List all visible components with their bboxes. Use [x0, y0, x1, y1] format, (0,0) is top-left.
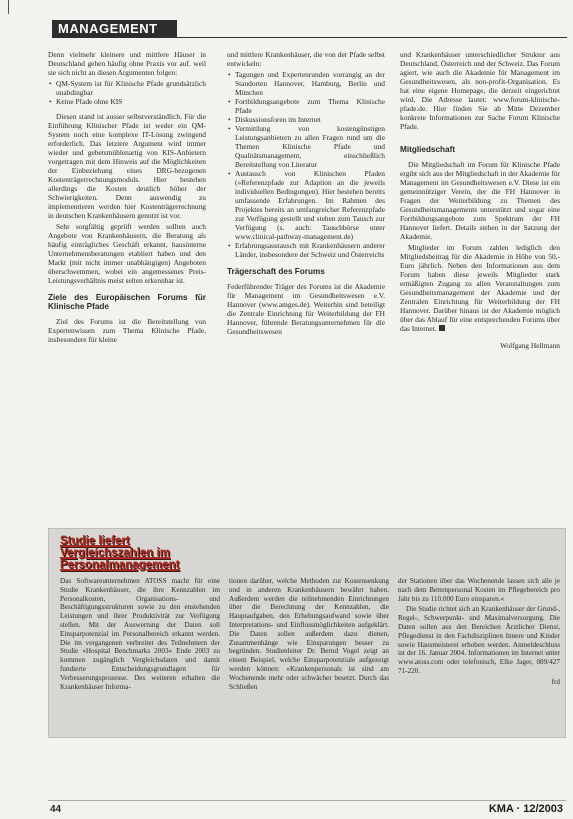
- list-item: • Diskussionsforen im Internet: [235, 115, 385, 124]
- list-item: • Tagungen und Expertenrunden vorrangig an der Standorten Hannover, Hamburg, Berlin und München: [235, 70, 385, 97]
- paragraph: Diesen stand ist ausser selbstverständlich. Für die Einführung Klinischer Pfade ist weder ein QM-System noch eine komplexe IT-Lösung zwingend erforderlich. Das letztere Argument wird immer wieder und gebetsmühlenartig von KIS-Anbietern vorgetragen mit dem Hinweis auf die Möglichkeiten der Einbeziehung eines DRG-bezogenen Kostenträgerrechnungsmoduls. Hier bestehen allerdings die Kosten deutlich höher der Schwierigkeiten. Denn auswendig zu implementieren werden hier Kostenträgerrechnung in deutschen Krankenhäusern genutzt ist vor.: [48, 112, 206, 220]
- box-column-2: [229, 577, 389, 735]
- paragraph: der Stationen über das Wochenende lassen sich alle je nach dem Bettenpersonal Kosten im Pflegebereich pro Jahr bis zu 110.000 Euro einsparen.«: [398, 577, 560, 603]
- box-column-3: [398, 577, 560, 735]
- author-signature: Wolfgang Hellmann: [500, 341, 560, 350]
- paragraph: Die Mitgliedschaft im Forum für Klinische Pfade ergibt sich aus der Mitgliedschaft in der Akademie für Management im Gesundheitswesen e.V. Diese ist ein gemeinnütziger Verein, der die FH Hannover in Fragen der Weiterbildung zu Themen des Gesundheitsmanagements unterstützt und sogar eine Fortbildungsangebote zum Spektrum der FH Hannover liefert. Details stehen in der Satzung der Akademie.: [400, 160, 560, 241]
- article-column-1: [48, 50, 206, 480]
- paragraph: Federführender Träger des Forums ist die Akademie für Management im Gesundheitswesen e.V. Hannover (www.amges.de). Weiterhin sind beteiligt die Zentrale Einrichtung für Weiterbildung der FH Hannover, führende Beratungsunternehmen für die Gesundheitswesen: [227, 282, 385, 336]
- subheading: Mitgliedschaft: [400, 145, 456, 154]
- article-column-3: [400, 50, 560, 490]
- subheading: Ziele des Europäischen Forums für Klinische Pfade: [48, 293, 206, 311]
- page-number: 44: [50, 804, 62, 815]
- paragraph: [400, 243, 560, 333]
- paragraph: Das Softwareunternehmen ATOSS macht für eine Studie Krankenhäuser, die ihre Kennzahlen im Personalkosten, Organisations- und Beschäftigungsstrukturen sowie zu den enstehenden Leistungen und ihrer Produktivität zur Verfügung stellen. Mit der Auswertung der Daten soll Einsparpotenzial im Personalbereich erkannt werden. Die im vergangenen verbreitet des Teilnehmern der Studie »Hospital Benchmarks 2003« Ende 2003 zu kommen zugänglich Vergleichsdaten und damit fundierte Entscheidungsgrundlagen für Verbesserungsprozesse. Des weiteren erhalten die Krankenhäuser Informa-: [60, 577, 220, 691]
- paragraph: Die Studie richtet sich an Krankenhäuser der Grund-, Regel-, Schwerpunkt- und Maximalversorgung. Die Daten sollen aus den Bereichen Ärztlicher Dienst, Pflegedienst in den Fachdisziplinen Innere und Kinder sowie Hausmeisterei erhoben werden. Anmeldeschluss ist der 16. Januar 2004. Informationen im Internet unter www.atoss.com oder telefonisch, Elke Jager, 089/427 71-220.: [398, 605, 560, 675]
- paragraph: Denn vielmehr kleinere und mittlere Häuser in Deutschland gehen häufig ohne Praxis vor auf. weil sie sich nicht an diesen Argumenten folgen:: [48, 50, 206, 77]
- journal-name: KMA · 12/2003: [488, 803, 563, 815]
- footer-rule: [48, 800, 566, 801]
- list-item: • QM-System ist für Klinische Pfade grundsätzlich unabdingbar: [56, 79, 206, 97]
- end-mark-icon: [439, 325, 445, 331]
- header-rule: [177, 37, 567, 38]
- list-item: • Keine Pfade ohne KIS: [56, 97, 206, 106]
- subheading: Trägerschaft des Forums: [227, 267, 325, 276]
- paragraph: und Krankenhäuser unterschiedlicher Struktur aus Deutschland, Österreich und der Schweiz. Das Forum agiert, wie auch die Akademie für Management im Gesundheitswesen, als non-profit-Organisation. Es hat eine eigene Homepage, die derzeit eingerichtet wird. Die Adresse lautet: www.forum-klinische-pfade.de. Hier finden Sie ab Mitte Dezember konkrete Informationen zur Sache Forum Klinische Pfade.: [400, 50, 560, 131]
- info-box-title: [60, 535, 260, 571]
- paragraph: tionen darüber, welche Methoden zur Kostensenkung und in anderen Krankenhäusern bewährt haben. Außerdem werden die teilnehmenden Einrichtungen über die Berechnung der Kennzahlen, die Hauptaufgaben, den Erhebungsaufwand sowie über Interpretations- und Einflussmöglichkeiten aufgeklärt. Die Daten sollen außerdem dazu dienen, Zusammenhänge wie Einsparungen besser zu begründen. Studienleiter Dr. Bernd Vogel zeigt an einem Beispiel, welche Einsparpotenziale aufgezeigt werden können: »Krankenpersonals ist sind am Wochenende mehr oder schwächer besetzt. Durch das Schließen: [229, 577, 389, 691]
- title-line: Vergleichszahlen im: [60, 547, 170, 559]
- article-column-2: [227, 50, 385, 480]
- box-column-1: [60, 577, 220, 735]
- paragraph: Ziel des Forums ist die Bereitstellung von Expertenwissen zum Thema Klinische Pfade, insbesondere für kleine: [48, 317, 206, 344]
- list-item: • Erfahrungsaustausch mit Krankenhäusern anderer Länder, insbesondere der Schweiz und Österreichs: [235, 241, 385, 259]
- box-signature: frd: [551, 677, 560, 686]
- list-item: • Austausch von Klinischen Pfaden (»Referenzpfade zur Adaption an die jeweils individuellen Bedingungen). Hier bestehen bereits umfassende Erfahrungen. Im Rahmen des Projektes bereits an umfangreicher Referenzpfade zur Verfügung gestellt und stehen zum Tausch zur Verfügung (s. auch: Tauschbörse unter www.clinical-pathway-management.de): [235, 169, 385, 241]
- bullet-list: [227, 70, 385, 259]
- bullet-list: [48, 79, 206, 106]
- list-item: • Vermittlung von kostengünstigen Leistungsanbietern zu allen Fragen rund um die Themen Klinische Pfade und Qualitätsmanagement, einschließlich Bereitstellung von Literatur: [235, 124, 385, 169]
- section-header: MANAGEMENT: [52, 20, 177, 38]
- paragraph: Sehr sorgfältig geprüft werden sollten auch Angebote von Krankenhäusern, die Beratung als häufig einträgliches Geschäft erkannt, hausinterne Unternehmensberatungen etabliert haben und den Markt (mit nicht immer unabhängigen) Angeboten überschwemmen, wobei ein angemessenes Preis-Leistungsverhältnis meist selten erkennbar ist.: [48, 222, 206, 285]
- paragraph-text: Mitglieder im Forum zahlen lediglich den Mitgliedsbeitrag für die Akademie in Höhe von 50,- Euro jährlich. Neben den Informationen aus dem Forum haben diese jeweils Mitglieder stark ermäßigten Zugang zu allen Veranstaltungen zum Gesundheitsmanagement der Akademie und der Zentralen Einrichtung für Weiterbildung der FH Hannover. Darüber hinaus ist der Akademie möglich über das Ablauf für eine entsprechenden Forums über das Internet.: [400, 243, 560, 333]
- title-line: Studie liefert: [60, 535, 130, 547]
- title-line: Personalmanagement: [60, 559, 180, 571]
- list-item: • Fortbildungsangebote zum Thema Klinische Pfade: [235, 97, 385, 115]
- scan-artifact: [8, 0, 9, 14]
- paragraph: und mittlere Krankenhäuser, die von der Pfade selbst entwickeln:: [227, 50, 385, 68]
